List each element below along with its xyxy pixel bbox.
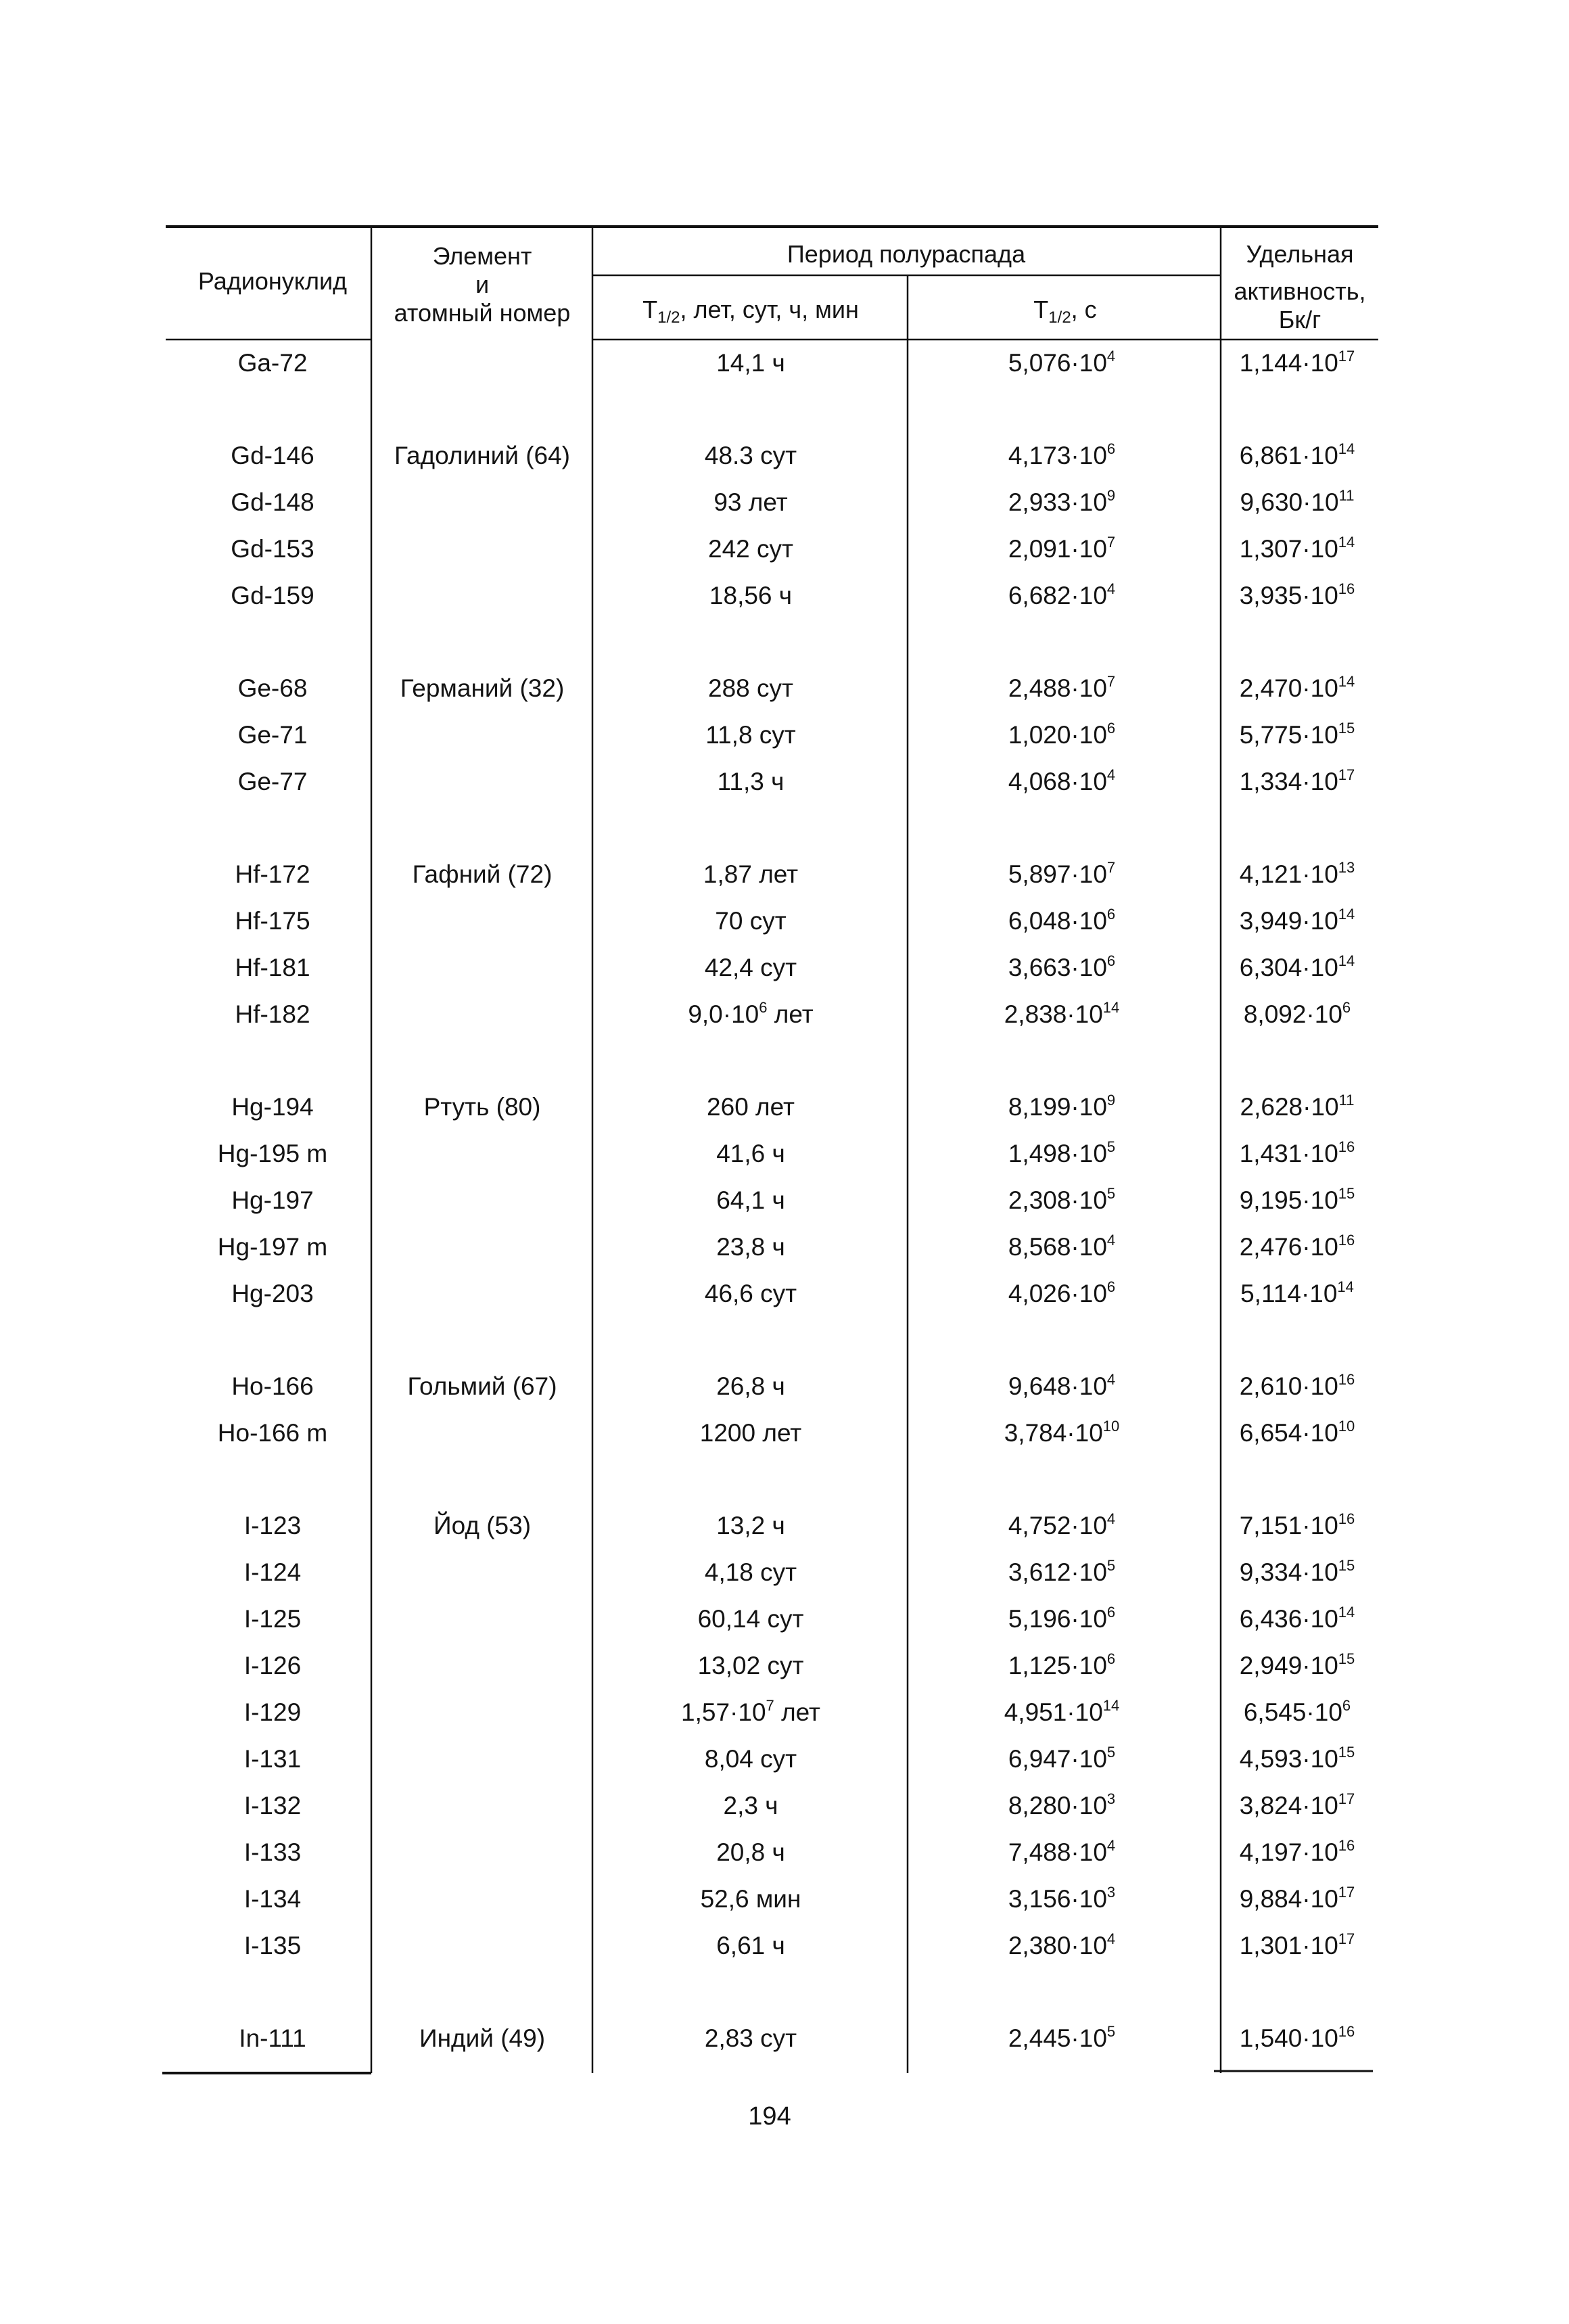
half-life-cell: 2,83 сут	[704, 2024, 797, 2052]
half-life-cell: $9,0\cdot 10^6$ лет	[688, 998, 814, 1028]
half-life-seconds-cell: $2,308\cdot 10^5$	[1008, 1184, 1116, 1214]
half-life-seconds-cell: $6,048\cdot 10^6$	[1008, 905, 1116, 935]
nuclide-cell: Hg-197	[231, 1186, 314, 1214]
activity-cell: $2,476\cdot 10^{16}$	[1239, 1231, 1355, 1261]
activity-cell: $3,824\cdot 10^{17}$	[1239, 1790, 1355, 1819]
activity-cell: $9,334\cdot 10^{15}$	[1239, 1556, 1355, 1586]
half-life-seconds-cell: $3,663\cdot 10^6$	[1008, 952, 1116, 981]
nuclide-cell: Ho-166 m	[217, 1419, 328, 1447]
activity-cell: $5,114\cdot 10^{14}$	[1240, 1278, 1354, 1307]
half-life-seconds-cell: $4,026\cdot 10^6$	[1008, 1278, 1116, 1307]
half-life-cell: 93 лет	[713, 488, 788, 516]
half-life-cell: 1200 лет	[699, 1419, 802, 1447]
half-life-seconds-cell: $6,682\cdot 10^4$	[1008, 580, 1116, 609]
half-life-cell: 13,2 ч	[716, 1512, 785, 1539]
half-life-cell: 20,8 ч	[716, 1838, 785, 1866]
nuclide-cell: I-133	[243, 1838, 302, 1866]
nuclide-cell: Ga-72	[237, 349, 308, 377]
nuclide-cell: Ho-166	[231, 1372, 314, 1400]
activity-cell: $3,935\cdot 10^{16}$	[1239, 580, 1355, 609]
half-life-cell: 42,4 сут	[704, 954, 797, 981]
half-life-cell: 46,6 сут	[704, 1280, 797, 1307]
element-cell: Гольмий (67)	[407, 1372, 557, 1400]
half-life-seconds-cell: $4,173\cdot 10^6$	[1008, 440, 1116, 469]
nuclide-cell: Hg-194	[231, 1093, 314, 1121]
nuclide-cell: Gd-148	[231, 488, 314, 516]
half-life-seconds-cell: $8,280\cdot 10^3$	[1008, 1790, 1116, 1819]
half-life-cell: 260 лет	[707, 1093, 795, 1121]
half-life-seconds-cell: $2,933\cdot 10^9$	[1008, 486, 1116, 516]
half-life-cell: 60,14 сут	[697, 1605, 804, 1633]
half-life-seconds-cell: $9,648\cdot 10^4$	[1008, 1370, 1116, 1400]
header-element-line2: и	[475, 271, 490, 298]
half-life-seconds-cell: $4,951\cdot 10^{14}$	[1004, 1696, 1120, 1726]
half-life-seconds-cell: $6,947\cdot 10^5$	[1008, 1743, 1116, 1773]
nuclide-cell: I-135	[243, 1932, 302, 1959]
half-life-cell: 23,8 ч	[716, 1233, 785, 1261]
nuclide-cell: I-132	[243, 1792, 302, 1819]
nuclide-cell: I-123	[243, 1512, 302, 1539]
half-life-seconds-cell: $3,784\cdot 10^{10}$	[1004, 1417, 1120, 1447]
activity-cell: $1,540\cdot 10^{16}$	[1239, 2022, 1355, 2052]
nuclide-cell: I-131	[243, 1745, 302, 1773]
activity-cell: $1,431\cdot 10^{16}$	[1239, 1138, 1355, 1167]
half-life-seconds-cell: $2,445\cdot 10^5$	[1008, 2022, 1116, 2052]
half-life-cell: 6,61 ч	[716, 1932, 785, 1959]
activity-cell: $1,307\cdot 10^{14}$	[1239, 533, 1355, 563]
nuclide-cell: Gd-159	[231, 582, 314, 609]
nuclide-cell: I-126	[243, 1652, 302, 1679]
half-life-seconds-cell: $5,196\cdot 10^6$	[1008, 1603, 1116, 1633]
activity-cell: $9,195\cdot 10^{15}$	[1239, 1184, 1355, 1214]
half-life-seconds-cell: $1,498\cdot 10^5$	[1008, 1138, 1116, 1167]
activity-cell: $8,092\cdot 10^6$	[1243, 998, 1351, 1028]
half-life-cell: 18,56 ч	[709, 582, 793, 609]
nuclide-cell: I-129	[243, 1698, 302, 1726]
half-life-cell: 41,6 ч	[716, 1140, 785, 1167]
half-life-cell: 2,3 ч	[723, 1792, 778, 1819]
half-life-seconds-cell: $2,380\cdot 10^4$	[1008, 1930, 1116, 1959]
activity-cell: $6,654\cdot 10^{10}$	[1239, 1417, 1355, 1447]
header-activity-line3: Бк/г	[1278, 306, 1321, 333]
half-life-seconds-cell: $8,199\cdot 10^9$	[1008, 1091, 1116, 1121]
nuclide-cell: I-134	[243, 1885, 302, 1913]
nuclide-cell: I-125	[243, 1605, 302, 1633]
half-life-seconds-cell: $8,568\cdot 10^4$	[1008, 1231, 1116, 1261]
nuclide-cell: Gd-153	[231, 535, 314, 563]
activity-cell: $4,121\cdot 10^{13}$	[1239, 858, 1355, 888]
nuclide-cell: Hf-182	[235, 1000, 310, 1028]
half-life-cell: 4,18 сут	[704, 1558, 797, 1586]
header-element-line3: атомный номер	[394, 299, 571, 327]
activity-cell: $2,470\cdot 10^{14}$	[1239, 672, 1355, 702]
nuclide-cell: Ge-77	[237, 768, 308, 795]
header-activity-line2: активность,	[1234, 277, 1366, 305]
half-life-seconds-cell: $2,488\cdot 10^7$	[1008, 672, 1116, 702]
half-life-seconds-cell: $4,752\cdot 10^4$	[1008, 1510, 1116, 1539]
activity-cell: $3,949\cdot 10^{14}$	[1239, 905, 1355, 935]
nuclide-cell: Ge-71	[237, 721, 308, 749]
nuclide-cell: Ge-68	[237, 674, 308, 702]
activity-cell: $4,197\cdot 10^{16}$	[1239, 1836, 1355, 1866]
activity-cell: $1,144\cdot 10^{17}$	[1239, 347, 1355, 377]
half-life-cell: 8,04 сут	[704, 1745, 797, 1773]
activity-cell: $2,949\cdot 10^{15}$	[1239, 1650, 1355, 1679]
header-half-life-seconds: T1/2, с	[1033, 296, 1097, 327]
activity-cell: $6,304\cdot 10^{14}$	[1239, 952, 1355, 981]
nuclide-cell: Hg-195 m	[217, 1140, 328, 1167]
header-activity-line1: Удельная	[1246, 240, 1354, 268]
activity-cell: $9,884\cdot 10^{17}$	[1239, 1883, 1355, 1913]
half-life-cell: 13,02 сут	[697, 1652, 804, 1679]
half-life-cell: 288 сут	[708, 674, 793, 702]
nuclide-cell: Hg-203	[231, 1280, 314, 1307]
header-radionuclide: Радионуклид	[197, 267, 348, 295]
activity-cell: $9,630\cdot 10^{11}$	[1240, 486, 1355, 516]
half-life-cell: 11,8 сут	[705, 721, 796, 749]
half-life-cell: 48.3 сут	[704, 442, 797, 469]
activity-cell: $6,861\cdot 10^{14}$	[1239, 440, 1355, 469]
element-cell: Ртуть (80)	[423, 1093, 541, 1121]
header-half-life: Период полураспада	[787, 240, 1026, 268]
page-number: 194	[748, 2102, 791, 2131]
nuclide-cell: Hf-181	[235, 954, 310, 981]
element-cell: Гадолиний (64)	[394, 442, 570, 469]
half-life-seconds-cell: $7,488\cdot 10^4$	[1008, 1836, 1116, 1866]
nuclide-cell: Hg-197 m	[217, 1233, 328, 1261]
half-life-seconds-cell: $2,838\cdot 10^{14}$	[1004, 998, 1120, 1028]
half-life-cell: 11,3 ч	[717, 768, 784, 795]
half-life-cell: 242 сут	[708, 535, 793, 563]
element-cell: Германий (32)	[400, 674, 565, 702]
half-life-seconds-cell: $5,897\cdot 10^7$	[1008, 858, 1116, 888]
element-cell: Индий (49)	[419, 2024, 546, 2052]
activity-cell: $7,151\cdot 10^{16}$	[1239, 1510, 1355, 1539]
nuclide-cell: Gd-146	[231, 442, 314, 469]
nuclide-cell: Hf-175	[235, 907, 310, 935]
activity-cell: $5,775\cdot 10^{15}$	[1239, 719, 1355, 749]
half-life-cell: 64,1 ч	[716, 1186, 785, 1214]
activity-cell: $6,436\cdot 10^{14}$	[1239, 1603, 1355, 1633]
header-element-line1: Элемент	[432, 242, 532, 270]
half-life-seconds-cell: $1,020\cdot 10^6$	[1008, 719, 1116, 749]
half-life-cell: 14,1 ч	[716, 349, 785, 377]
half-life-seconds-cell: $3,612\cdot 10^5$	[1008, 1556, 1116, 1586]
half-life-cell: $1,57\cdot 10^7$ лет	[681, 1696, 820, 1726]
nuclide-cell: I-124	[243, 1558, 302, 1586]
nuclide-cell: Hf-172	[235, 860, 310, 888]
half-life-seconds-cell: $4,068\cdot 10^4$	[1008, 766, 1116, 795]
activity-cell: $6,545\cdot 10^6$	[1243, 1696, 1351, 1726]
half-life-cell: 26,8 ч	[716, 1372, 785, 1400]
activity-cell: $2,610\cdot 10^{16}$	[1239, 1370, 1355, 1400]
half-life-cell: 1,87 лет	[703, 860, 799, 888]
element-cell: Йод (53)	[433, 1512, 532, 1539]
half-life-seconds-cell: $3,156\cdot 10^3$	[1008, 1883, 1116, 1913]
half-life-seconds-cell: $2,091\cdot 10^7$	[1008, 533, 1116, 563]
half-life-seconds-cell: $1,125\cdot 10^6$	[1008, 1650, 1116, 1679]
half-life-cell: 52,6 мин	[700, 1885, 801, 1913]
activity-cell: $1,334\cdot 10^{17}$	[1239, 766, 1355, 795]
element-cell: Гафний (72)	[412, 860, 553, 888]
half-life-seconds-cell: $5,076\cdot 10^4$	[1008, 347, 1116, 377]
half-life-cell: 70 сут	[715, 907, 787, 935]
activity-cell: $4,593\cdot 10^{15}$	[1239, 1743, 1355, 1773]
header-half-life-units: T1/2, лет, сут, ч, мин	[642, 296, 859, 327]
activity-cell: $2,628\cdot 10^{11}$	[1240, 1091, 1355, 1121]
nuclide-cell: In-111	[239, 2024, 306, 2052]
activity-cell: $1,301\cdot 10^{17}$	[1239, 1930, 1355, 1959]
